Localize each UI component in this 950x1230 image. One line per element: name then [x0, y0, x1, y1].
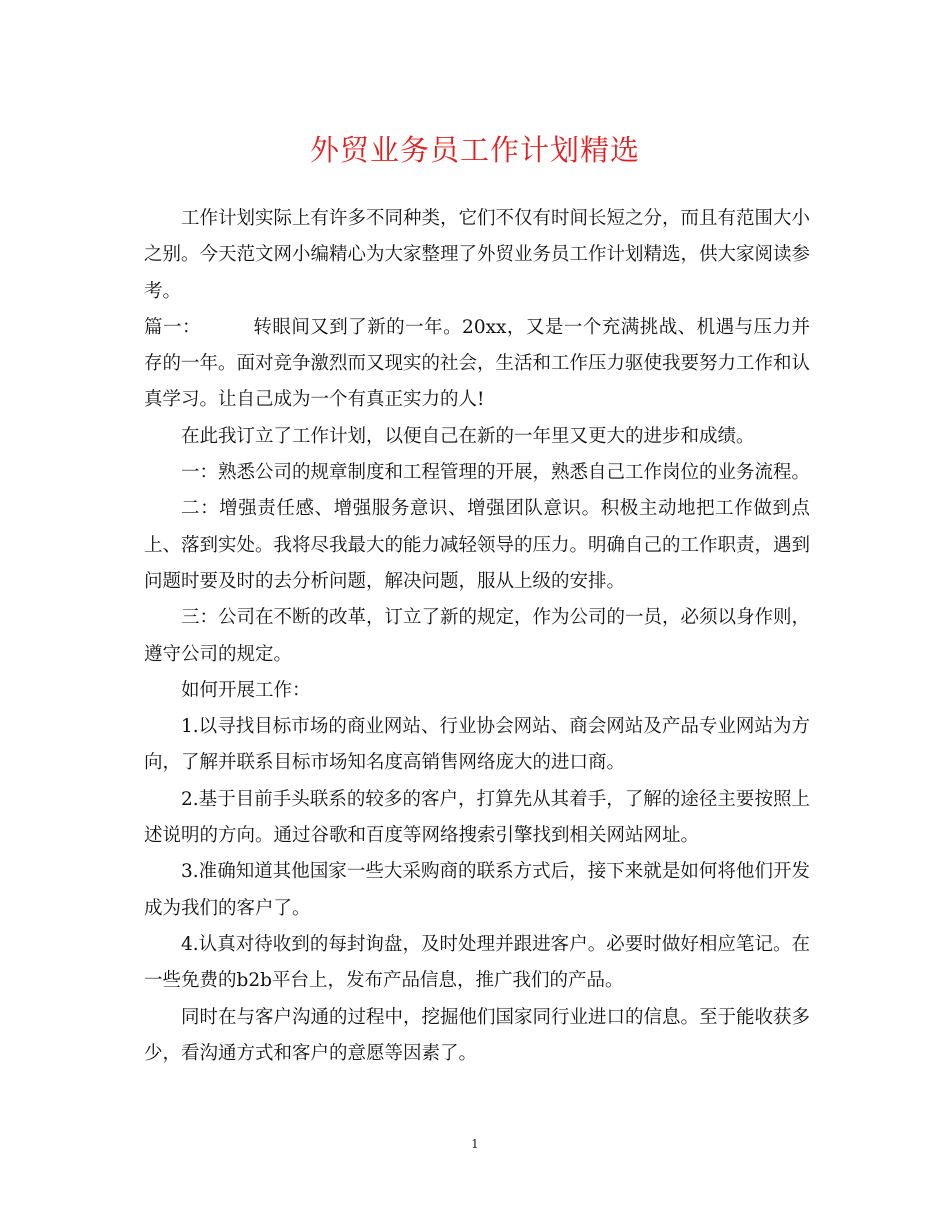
- document-title: 外贸业务员工作计划精选: [309, 133, 640, 167]
- section-first-text: 转眼间又到了新的一年。20xx，又是一个充满挑战、机遇与压力并存的一年。面对竞争激烈而又现实的社会，生活和工作压力驱使我要努力工作和认真学习。让自己成为一个有真正实力的人!: [144, 316, 811, 411]
- document-body: [144, 201, 810, 1072]
- body-paragraph: 一：熟悉公司的规章制度和工程管理的开展，熟悉自己工作岗位的业务流程。: [181, 462, 811, 484]
- section-paragraph: [144, 310, 810, 419]
- intro-paragraph: 工作计划实际上有许多不同种类，它们不仅有时间长短之分，而且有范围大小之别。今天范文网小编精心为大家整理了外贸业务员工作计划精选，供大家阅读参考。: [144, 208, 811, 302]
- body-paragraph: 在此我订立了工作计划，以便自己在新的一年里又更大的进步和成绩。: [181, 425, 755, 447]
- body-paragraph: 2.基于目前手头联系的较多的客户，打算先从其着手，了解的途径主要按照上述说明的方向。通过谷歌和百度等网络搜索引擎找到相关网站网址。: [144, 788, 810, 847]
- body-paragraph: 如何开展工作：: [181, 679, 311, 701]
- body-paragraph: 3.准确知道其他国家一些大采购商的联系方式后，接下来就是如何将他们开发成为我们的客户了。: [144, 861, 810, 919]
- body-paragraph: 二：增强责任感、增强服务意识、增强团队意识。积极主动地把工作做到点上、落到实处。我将尽我最大的能力减轻领导的压力。明确自己的工作职责，遇到问题时要及时的去分析问题，解决问题，服从上级的安排。: [144, 498, 811, 592]
- body-paragraph: 1.以寻找目标市场的商业网站、行业协会网站、商会网站及产品专业网站为方向，了解并联系目标市场知名度高销售网络庞大的进口商。: [144, 716, 810, 774]
- body-paragraph: 三：公司在不断的改革，订立了新的规定，作为公司的一员，必须以身作则，遵守公司的规定。: [144, 607, 811, 665]
- body-paragraph: 同时在与客户沟通的过程中，挖掘他们国家同行业进口的信息。至于能收获多少，看沟通方式和客户的意愿等因素了。: [144, 1006, 811, 1064]
- body-paragraph: 4.认真对待收到的每封询盘，及时处理并跟进客户。必要时做好相应笔记。在一些免费的b2b平台上，发布产品信息，推广我们的产品。: [144, 933, 810, 992]
- page-number: 1: [471, 1137, 479, 1151]
- section-label: 篇一：: [144, 316, 201, 338]
